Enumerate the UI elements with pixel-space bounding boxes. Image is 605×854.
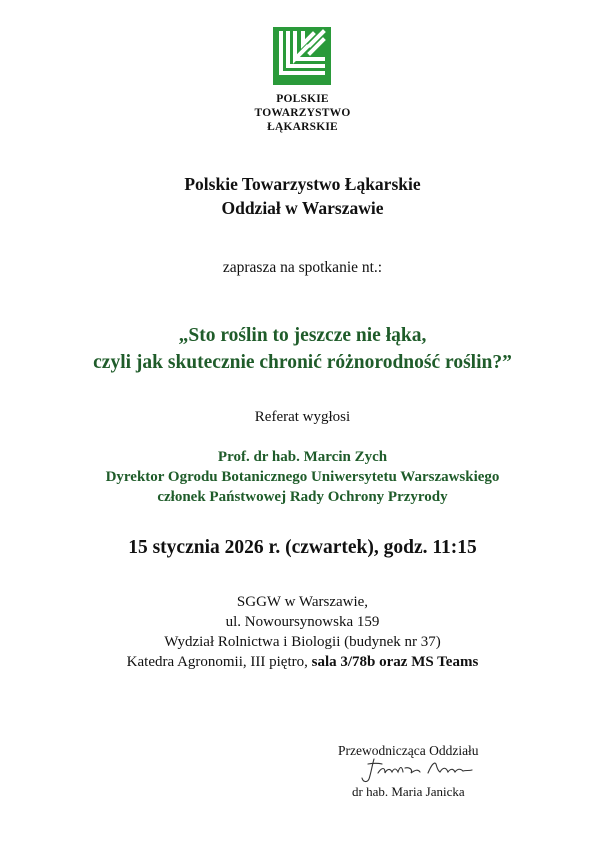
organization-heading bbox=[0, 172, 605, 220]
speaker-block bbox=[0, 447, 605, 507]
signature-title: Przewodnicząca Oddziału bbox=[338, 743, 479, 758]
logo-line-2: TOWARZYSTWO bbox=[254, 107, 351, 119]
handwritten-signature bbox=[360, 754, 475, 784]
logo-text bbox=[0, 92, 605, 134]
event-date: 15 stycznia 2026 r. (czwartek), godz. 11:15 bbox=[128, 537, 477, 558]
speaker-name: Prof. dr hab. Marcin Zych bbox=[217, 449, 388, 465]
venue-line-2: ul. Nowoursynowska 159 bbox=[225, 614, 380, 630]
logo-line-1: POLSKIE bbox=[276, 93, 329, 105]
organization-name: Polskie Towarzystwo Łąkarskie bbox=[184, 174, 421, 194]
lecture-topic bbox=[0, 322, 605, 376]
venue-block bbox=[0, 592, 605, 672]
referat-label: Referat wygłosi bbox=[254, 409, 351, 425]
venue-line-1: SGGW w Warszawie, bbox=[236, 594, 369, 610]
venue-line-4-plain: Katedra Agronomii, III piętro, bbox=[126, 654, 312, 670]
topic-line-1: „Sto roślin to jeszcze nie łąka, bbox=[178, 325, 427, 346]
venue-line-4 bbox=[0, 652, 605, 672]
topic-line-2: czyli jak skutecznie chronić różnorodność roślin?” bbox=[93, 352, 512, 373]
invitation-text: zaprasza na spotkanie nt.: bbox=[222, 259, 383, 276]
organization-branch: Oddział w Warszawie bbox=[221, 198, 384, 218]
ptl-logo bbox=[273, 27, 331, 85]
venue-room: sala 3/78b oraz MS Teams bbox=[311, 654, 479, 670]
ptl-logo-mark bbox=[273, 27, 331, 85]
signature-name: dr hab. Maria Janicka bbox=[352, 784, 465, 799]
venue-line-3: Wydział Rolnictwa i Biologii (budynek nr 37) bbox=[164, 634, 441, 650]
logo-line-3: ŁĄKARSKIE bbox=[267, 121, 338, 133]
speaker-role-1: Dyrektor Ogrodu Botanicznego Uniwersytetu Warszawskiego bbox=[105, 469, 500, 485]
speaker-role-2: członek Państwowej Rady Ochrony Przyrody bbox=[157, 489, 448, 505]
